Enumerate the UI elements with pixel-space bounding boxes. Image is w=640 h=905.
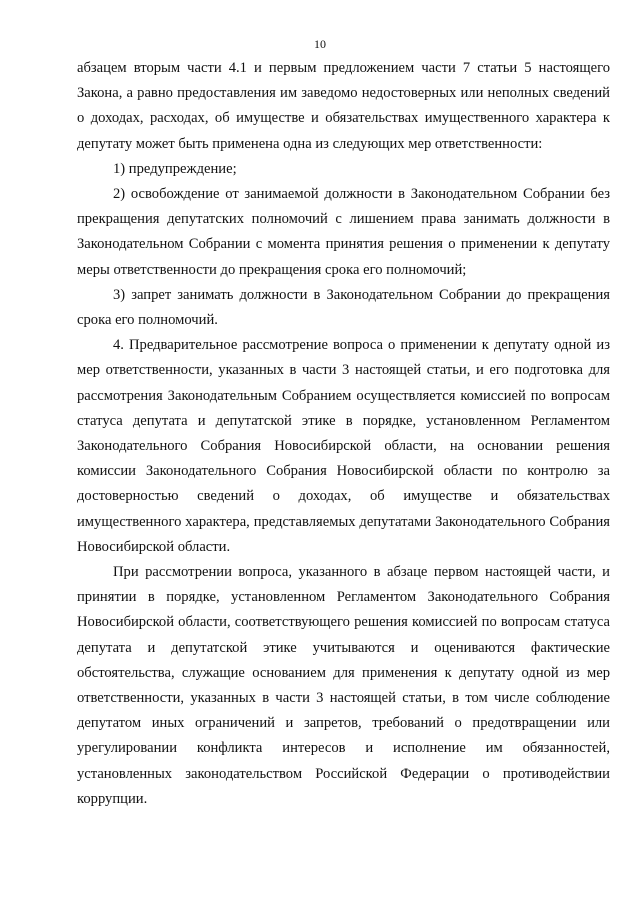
paragraph-continuation: абзацем вторым части 4.1 и первым предложением части 7 статьи 5 настоящего Закона, а равно предоставления им заведомо недостоверных или неполных сведений о доходах, расходах, об имуществе и обязательствах имущественного характера к депутату может быть применена одна из следующих мер ответственности:: [77, 60, 610, 152]
paragraph-part-4-second: При рассмотрении вопроса, указанного в абзаце первом настоящей части, и принятии в порядке, установленном Регламентом Законодательного Собрания Новосибирской области, соответствующего решения комиссией по вопросам статуса депутата и депутатской этике учитываются и оцениваются фактические обстоятельства, служащие основанием для применения к депутату одной из мер ответственности, указанных в части 3 настоящей статьи, в том числе соблюдение депутатом иных ограничений и запретов, требований о предотвращении или урегулировании конфликта интересов и исполнение им обязанностей, установленных законодательством Российской Федерации о противодействии коррупции.: [77, 564, 610, 807]
list-item-2: 2) освобождение от занимаемой должности в Законодательном Собрании без прекращения депутатских полномочий с лишением права занимать должности в Законодательном Собрании с момента принятия решения о применении к депутату меры ответственности до прекращения срока его полномочий;: [77, 186, 610, 278]
list-item-3: 3) запрет занимать должности в Законодательном Собрании до прекращения срока его полномочий.: [77, 286, 610, 329]
page-number: 10: [314, 37, 326, 51]
document-body: [77, 56, 610, 812]
paragraph-part-4: 4. Предварительное рассмотрение вопроса о применении к депутату одной из мер ответственности, указанных в части 3 настоящей статьи, и его подготовка для рассмотрения Законодательным Собранием осуществляется комиссией по вопросам статуса депутата и депутатской этике в порядке, установленном Регламентом Законодательного Собрания Новосибирской области, на основании решения комиссии Законодательного Собрания Новосибирской области по контролю за достоверностью сведений о доходах, об имуществе и обязательствах имущественного характера, представляемых депутатами Законодательного Собрания Новосибирской области.: [77, 337, 610, 555]
list-item-1: 1) предупреждение;: [113, 160, 237, 177]
